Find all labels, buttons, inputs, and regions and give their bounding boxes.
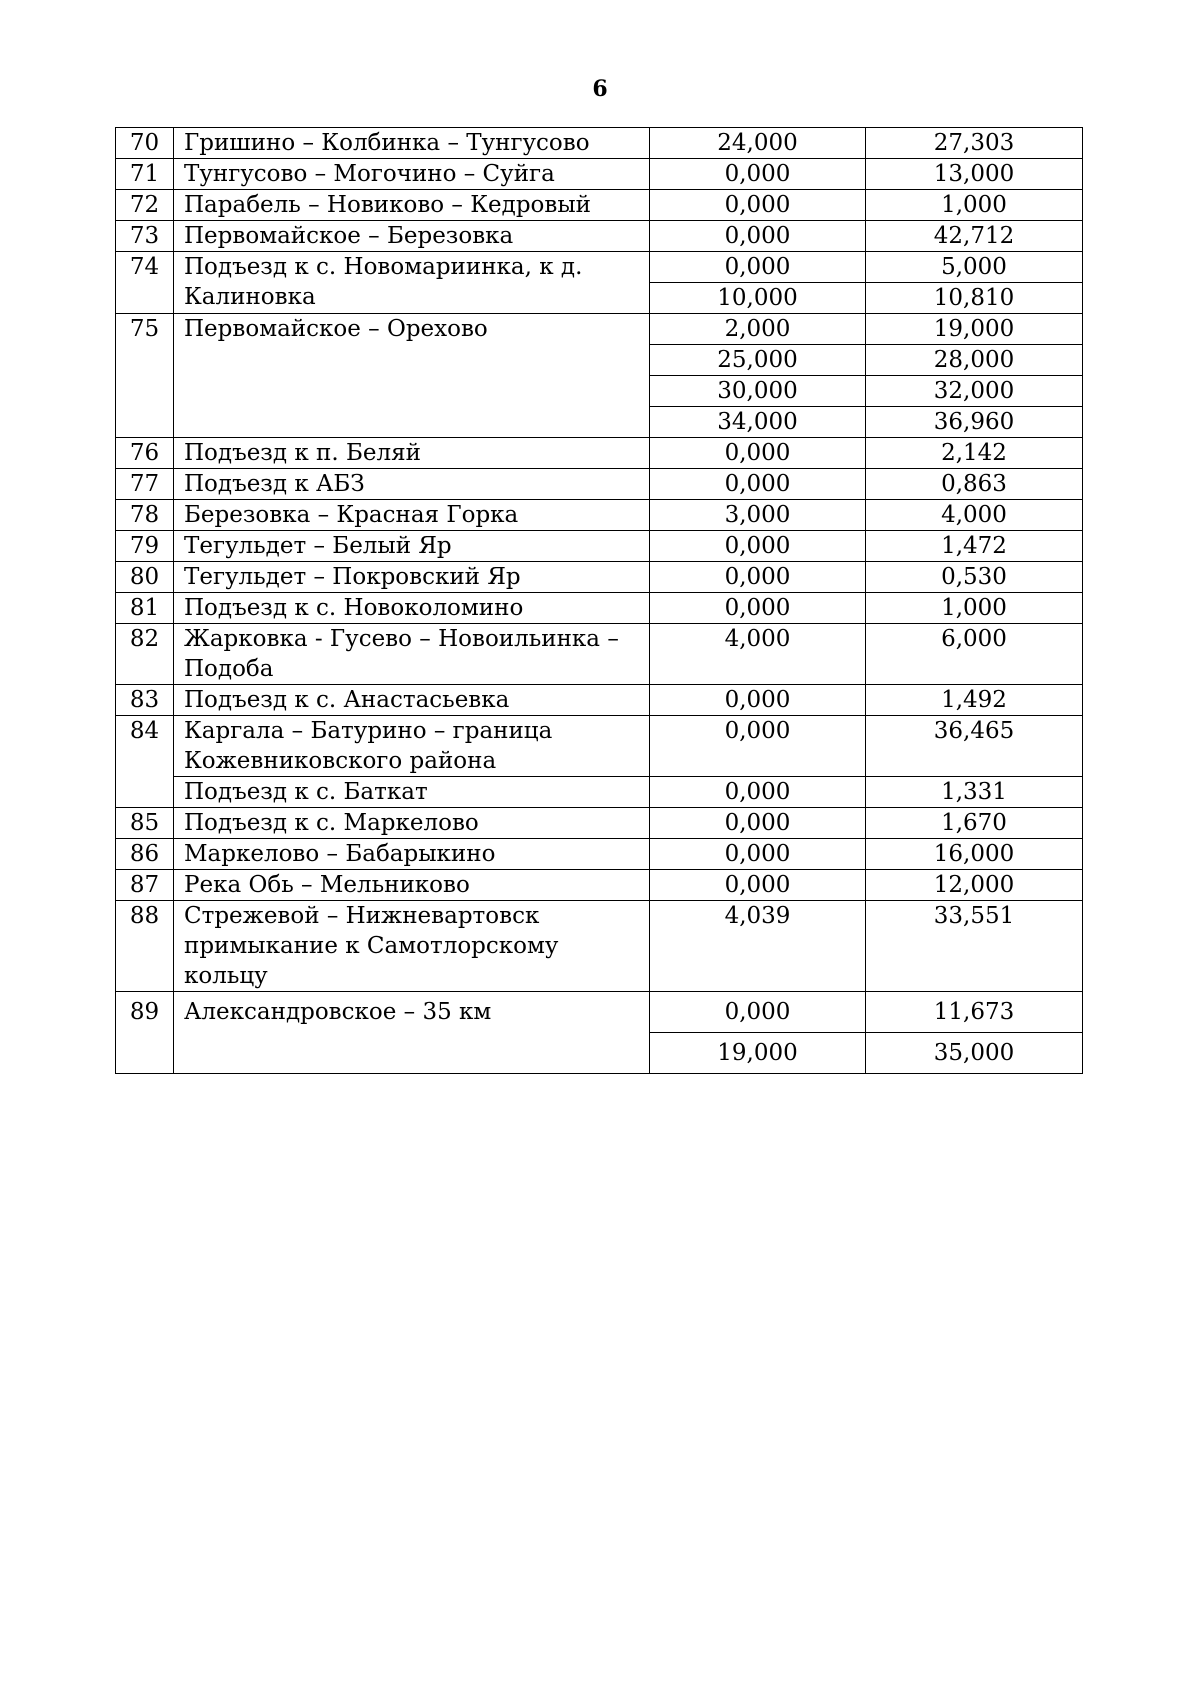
end-km: 12,000 bbox=[866, 870, 1083, 901]
row-number: 81 bbox=[116, 593, 174, 624]
start-km: 0,000 bbox=[650, 685, 866, 716]
row-number: 78 bbox=[116, 500, 174, 531]
end-km: 36,960 bbox=[866, 407, 1083, 438]
table-row bbox=[116, 901, 1083, 992]
start-km: 0,000 bbox=[650, 190, 866, 221]
start-km: 10,000 bbox=[650, 283, 866, 314]
table-row bbox=[116, 870, 1083, 901]
end-km: 1,492 bbox=[866, 685, 1083, 716]
end-km: 1,331 bbox=[866, 777, 1083, 808]
start-km: 4,000 bbox=[650, 624, 866, 685]
road-name: Подъезд к с. Новоколомино bbox=[174, 593, 650, 624]
end-km: 5,000 bbox=[866, 252, 1083, 283]
start-km: 0,000 bbox=[650, 438, 866, 469]
table-row bbox=[116, 314, 1083, 345]
row-number: 73 bbox=[116, 221, 174, 252]
start-km: 34,000 bbox=[650, 407, 866, 438]
road-name: Подъезд к с. Анастасьевка bbox=[174, 685, 650, 716]
end-km: 10,810 bbox=[866, 283, 1083, 314]
start-km: 0,000 bbox=[650, 469, 866, 500]
start-km: 0,000 bbox=[650, 839, 866, 870]
start-km: 0,000 bbox=[650, 562, 866, 593]
row-number: 89 bbox=[116, 992, 174, 1074]
road-name: Подъезд к с. Новомариинка, к д. Калиновка bbox=[174, 252, 650, 314]
start-km: 19,000 bbox=[650, 1033, 866, 1074]
end-km: 1,670 bbox=[866, 808, 1083, 839]
row-number: 85 bbox=[116, 808, 174, 839]
road-name: Первомайское – Орехово bbox=[174, 314, 650, 438]
road-name: Парабель – Новиково – Кедровый bbox=[174, 190, 650, 221]
road-name: Подъезд к АБЗ bbox=[174, 469, 650, 500]
row-number: 86 bbox=[116, 839, 174, 870]
end-km: 33,551 bbox=[866, 901, 1083, 992]
table-row bbox=[116, 777, 1083, 808]
road-name: Первомайское – Березовка bbox=[174, 221, 650, 252]
row-number: 83 bbox=[116, 685, 174, 716]
end-km: 32,000 bbox=[866, 376, 1083, 407]
table-row bbox=[116, 716, 1083, 777]
end-km: 2,142 bbox=[866, 438, 1083, 469]
row-number: 87 bbox=[116, 870, 174, 901]
start-km: 0,000 bbox=[650, 159, 866, 190]
end-km: 27,303 bbox=[866, 128, 1083, 159]
start-km: 0,000 bbox=[650, 777, 866, 808]
table-row bbox=[116, 808, 1083, 839]
row-number: 71 bbox=[116, 159, 174, 190]
start-km: 0,000 bbox=[650, 593, 866, 624]
end-km: 11,673 bbox=[866, 992, 1083, 1033]
start-km: 0,000 bbox=[650, 252, 866, 283]
road-name: Река Обь – Мельниково bbox=[174, 870, 650, 901]
road-name: Тунгусово – Могочино – Суйга bbox=[174, 159, 650, 190]
end-km: 1,000 bbox=[866, 190, 1083, 221]
table-row bbox=[116, 159, 1083, 190]
row-number: 79 bbox=[116, 531, 174, 562]
start-km: 3,000 bbox=[650, 500, 866, 531]
roads-table bbox=[115, 127, 1083, 1074]
end-km: 1,472 bbox=[866, 531, 1083, 562]
road-name: Подъезд к п. Беляй bbox=[174, 438, 650, 469]
end-km: 6,000 bbox=[866, 624, 1083, 685]
start-km: 4,039 bbox=[650, 901, 866, 992]
table-row bbox=[116, 252, 1083, 283]
table-row bbox=[116, 500, 1083, 531]
end-km: 16,000 bbox=[866, 839, 1083, 870]
row-number: 76 bbox=[116, 438, 174, 469]
end-km: 28,000 bbox=[866, 345, 1083, 376]
road-name: Маркелово – Бабарыкино bbox=[174, 839, 650, 870]
table-row bbox=[116, 531, 1083, 562]
end-km: 35,000 bbox=[866, 1033, 1083, 1074]
row-number: 84 bbox=[116, 716, 174, 808]
table-row bbox=[116, 221, 1083, 252]
end-km: 1,000 bbox=[866, 593, 1083, 624]
table-row bbox=[116, 562, 1083, 593]
end-km: 19,000 bbox=[866, 314, 1083, 345]
table-row bbox=[116, 190, 1083, 221]
road-name: Жарковка - Гусево – Новоильинка – Подоба bbox=[174, 624, 650, 685]
road-name: Стрежевой – Нижневартовск примыкание к Самотлорскому кольцу bbox=[174, 901, 650, 992]
start-km: 0,000 bbox=[650, 221, 866, 252]
start-km: 0,000 bbox=[650, 808, 866, 839]
end-km: 36,465 bbox=[866, 716, 1083, 777]
row-number: 70 bbox=[116, 128, 174, 159]
table-row bbox=[116, 438, 1083, 469]
table-row bbox=[116, 992, 1083, 1033]
row-number: 80 bbox=[116, 562, 174, 593]
start-km: 25,000 bbox=[650, 345, 866, 376]
table-row bbox=[116, 685, 1083, 716]
end-km: 4,000 bbox=[866, 500, 1083, 531]
start-km: 2,000 bbox=[650, 314, 866, 345]
page-number: 6 bbox=[592, 76, 608, 102]
start-km: 0,000 bbox=[650, 531, 866, 562]
table-row bbox=[116, 128, 1083, 159]
end-km: 0,863 bbox=[866, 469, 1083, 500]
road-name: Гришино – Колбинка – Тунгусово bbox=[174, 128, 650, 159]
end-km: 42,712 bbox=[866, 221, 1083, 252]
row-number: 82 bbox=[116, 624, 174, 685]
road-name: Подъезд к с. Маркелово bbox=[174, 808, 650, 839]
start-km: 24,000 bbox=[650, 128, 866, 159]
start-km: 0,000 bbox=[650, 992, 866, 1033]
row-number: 72 bbox=[116, 190, 174, 221]
start-km: 0,000 bbox=[650, 716, 866, 777]
table-row bbox=[116, 469, 1083, 500]
road-name: Подъезд к с. Баткат bbox=[174, 777, 650, 808]
table-row bbox=[116, 624, 1083, 685]
end-km: 0,530 bbox=[866, 562, 1083, 593]
road-name: Каргала – Батурино – граница Кожевниковского района bbox=[174, 716, 650, 777]
start-km: 0,000 bbox=[650, 870, 866, 901]
row-number: 75 bbox=[116, 314, 174, 438]
end-km: 13,000 bbox=[866, 159, 1083, 190]
road-name: Тегульдет – Покровский Яр bbox=[174, 562, 650, 593]
table-row bbox=[116, 593, 1083, 624]
row-number: 74 bbox=[116, 252, 174, 314]
road-name: Тегульдет – Белый Яр bbox=[174, 531, 650, 562]
road-name: Александровское – 35 км bbox=[174, 992, 650, 1074]
table-row bbox=[116, 839, 1083, 870]
row-number: 88 bbox=[116, 901, 174, 992]
road-name: Березовка – Красная Горка bbox=[174, 500, 650, 531]
row-number: 77 bbox=[116, 469, 174, 500]
start-km: 30,000 bbox=[650, 376, 866, 407]
